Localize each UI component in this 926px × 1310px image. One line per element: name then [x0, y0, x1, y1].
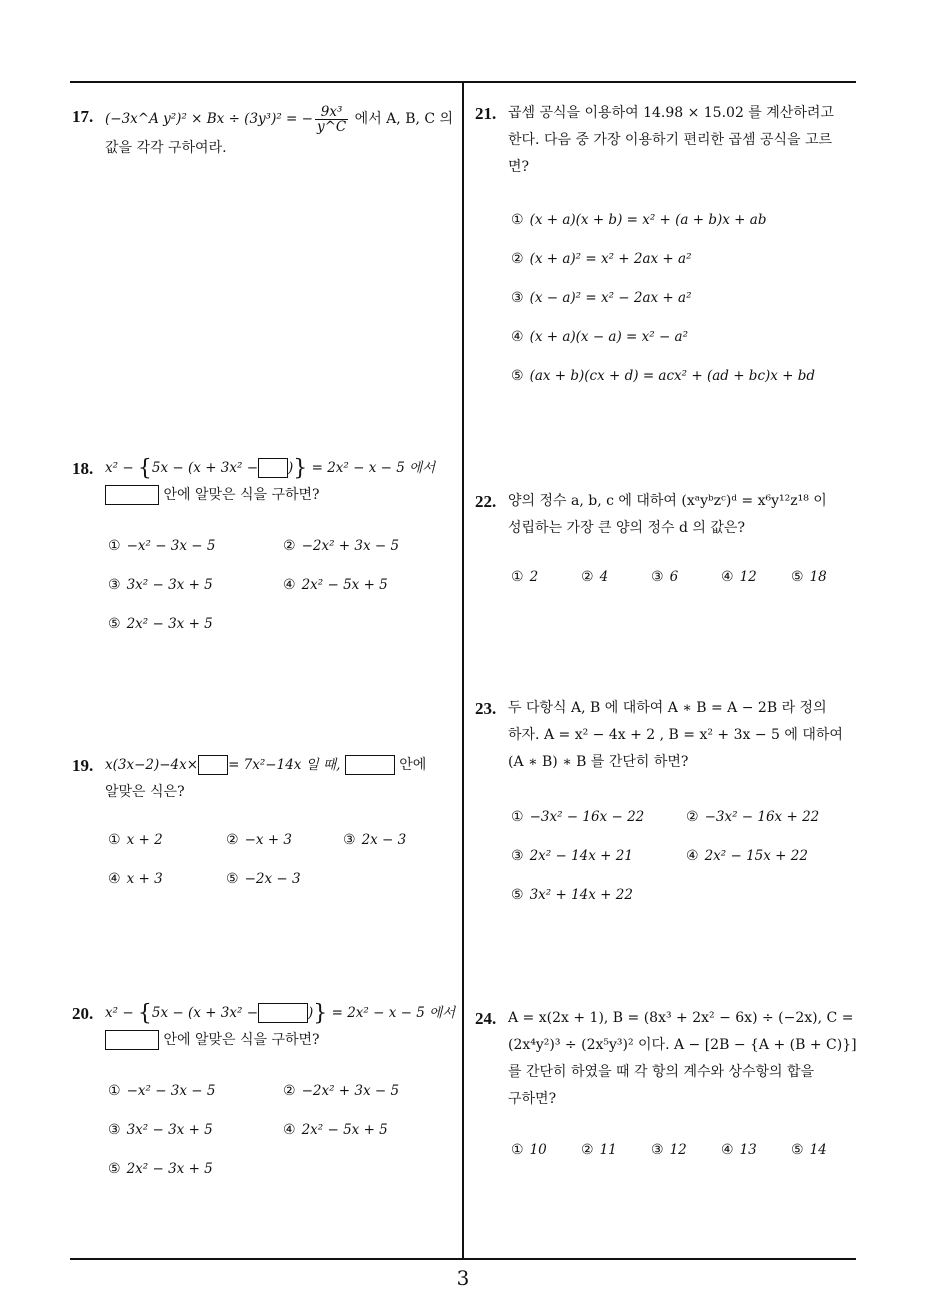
- problem-stem: x(3x−2)−4x× = 7x²−14x 일 때, 안에 알맞은 식은?: [105, 757, 427, 800]
- problem-22: [475, 488, 860, 597]
- choice-list: [511, 558, 860, 597]
- choice-3[interactable]: ③ 3x² − 3x + 5: [108, 577, 213, 593]
- choice-1[interactable]: ① x + 2: [108, 832, 163, 848]
- choice-4[interactable]: ④ 2x² − 5x + 5: [283, 577, 388, 593]
- choice-5[interactable]: ⑤ −2x − 3: [226, 871, 301, 887]
- problem-24: [475, 1005, 860, 1170]
- choice-4[interactable]: ④ (x + a)(x − a) = x² − a²: [511, 329, 689, 345]
- choice-5[interactable]: ⑤ 18: [791, 569, 827, 585]
- problem-number: 17.: [72, 107, 94, 126]
- choice-2[interactable]: ② 4: [581, 569, 609, 585]
- choice-1[interactable]: ① −x² − 3x − 5: [108, 1083, 216, 1099]
- problem-stem: x² − {5x − (x + 3x² − )} = 2x² − x − 5 에서 안에 알맞은 식을 구하면?: [105, 456, 436, 503]
- problem-number: 23.: [475, 699, 497, 718]
- choice-3[interactable]: ③ 2x − 3: [343, 832, 407, 848]
- choice-3[interactable]: ③ 12: [651, 1142, 687, 1158]
- problem-number: 24.: [475, 1009, 497, 1028]
- problem-stem: A = x(2x + 1), B = (8x³ + 2x² − 6x) ÷ (−2x), C = (2x⁴y²)³ ÷ (2x⁵y³)² 이다. A − [2B − {A + (B + C)}] 를 간단히 하였을 때 각 항의 계수와 상수항의 합을 구하면?: [508, 1010, 857, 1107]
- choice-list: [108, 821, 457, 899]
- choice-1[interactable]: ① −x² − 3x − 5: [108, 538, 216, 554]
- choice-5[interactable]: ⑤ 2x² − 3x + 5: [108, 1161, 213, 1177]
- choice-list: [108, 1072, 457, 1189]
- problem-stem: [105, 103, 457, 162]
- problem-21: [475, 100, 860, 396]
- choice-1[interactable]: ① 10: [511, 1142, 547, 1158]
- problem-stem: 곱셈 공식을 이용하여 14.98 × 15.02 를 계산하려고 한다. 다음 중 가장 이용하기 편리한 곱셈 공식을 고르 면?: [508, 105, 834, 175]
- choice-1[interactable]: ① −3x² − 16x − 22: [511, 809, 645, 825]
- choice-5[interactable]: ⑤ 3x² + 14x + 22: [511, 887, 633, 903]
- column-divider: [462, 82, 464, 1259]
- choice-1[interactable]: ① (x + a)(x + b) = x² + (a + b)x + ab: [511, 212, 767, 228]
- choice-3[interactable]: ③ 3x² − 3x + 5: [108, 1122, 213, 1138]
- choice-list: [511, 1131, 860, 1170]
- problem-stem: 양의 정수 a, b, c 에 대하여 (xᵃyᵇzᶜ)ᵈ = x⁶y¹²z¹⁸ 이 성립하는 가장 큰 양의 정수 d 의 값은?: [508, 493, 827, 536]
- fraction: $\frac{\text{9x³}}{y\^{}C}$: [316, 103, 347, 135]
- problem-stem: x² − {5x − (x + 3x² − )} = 2x² − x − 5 에서 안에 알맞은 식을 구하면?: [105, 1001, 456, 1048]
- choice-5[interactable]: ⑤ 14: [791, 1142, 827, 1158]
- choice-5[interactable]: ⑤ (ax + b)(cx + d) = acx² + (ad + bc)x + bd: [511, 368, 816, 384]
- choice-2[interactable]: ② −x + 3: [226, 832, 292, 848]
- choice-2[interactable]: ② −3x² − 16x + 22: [686, 809, 820, 825]
- problem-number: 20.: [72, 1004, 94, 1023]
- answer-blank: [345, 755, 395, 775]
- choice-3[interactable]: ③ 6: [651, 569, 679, 585]
- choice-list: [511, 798, 860, 915]
- bottom-rule: [70, 1258, 856, 1260]
- choice-4[interactable]: ④ 2x² − 5x + 5: [283, 1122, 388, 1138]
- problem-number: 18.: [72, 459, 94, 478]
- problem-17: [72, 103, 457, 162]
- choice-2[interactable]: ② −2x² + 3x − 5: [283, 1083, 400, 1099]
- choice-4[interactable]: ④ 12: [721, 569, 757, 585]
- page-number: 3: [456, 1266, 470, 1290]
- answer-blank: [105, 485, 159, 505]
- choice-2[interactable]: ② (x + a)² = x² + 2ax + a²: [511, 251, 692, 267]
- choice-3[interactable]: ③ (x − a)² = x² − 2ax + a²: [511, 290, 692, 306]
- stem-text: 에서 A, B, C 의: [350, 111, 454, 127]
- answer-blank: [105, 1030, 159, 1050]
- problem-number: 22.: [475, 492, 497, 511]
- choice-4[interactable]: ④ 13: [721, 1142, 757, 1158]
- problem-number: 21.: [475, 104, 497, 123]
- problem-number: 19.: [72, 756, 94, 775]
- choice-1[interactable]: ① 2: [511, 569, 539, 585]
- choice-4[interactable]: ④ x + 3: [108, 871, 163, 887]
- choice-2[interactable]: ② −2x² + 3x − 5: [283, 538, 400, 554]
- problem-19: [72, 752, 457, 899]
- stem-text: 값을 각각 구하여라.: [105, 140, 227, 156]
- choice-5[interactable]: ⑤ 2x² − 3x + 5: [108, 616, 213, 632]
- problem-stem: 두 다항식 A, B 에 대하여 A ∗ B = A − 2B 라 정의 하자. A = x² − 4x + 2 , B = x² + 3x − 5 에 대하여 (A ∗ B) ∗ B 를 간단히 하면?: [508, 700, 843, 770]
- answer-blank: [258, 1003, 308, 1023]
- choice-list: [108, 527, 457, 644]
- stem-expression: (−3x^A y²)² × Bx ÷ (3y³)² = −: [105, 111, 313, 127]
- problem-23: [475, 695, 860, 915]
- choice-3[interactable]: ③ 2x² − 14x + 21: [511, 848, 633, 864]
- choice-2[interactable]: ② 11: [581, 1142, 617, 1158]
- answer-blank: [258, 458, 288, 478]
- answer-blank: [198, 755, 228, 775]
- problem-20: [72, 1000, 457, 1189]
- choice-list: [511, 201, 860, 396]
- problem-18: [72, 455, 457, 644]
- choice-4[interactable]: ④ 2x² − 15x + 22: [686, 848, 808, 864]
